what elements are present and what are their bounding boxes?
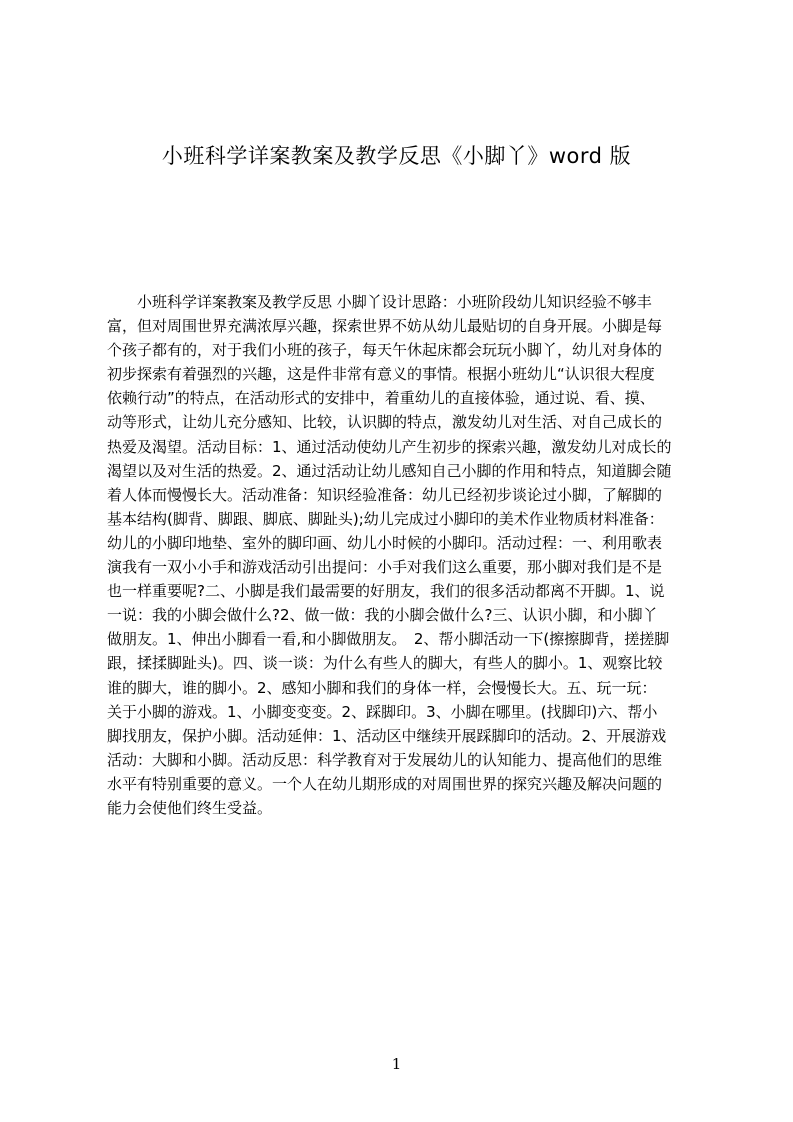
body-text-line: 初步探索有着强烈的兴趣，这是件非常有意义的事情。根据小班幼儿“认识很大程度 — [107, 365, 655, 384]
body-text-line: 一说：我的小脚会做什么?2、做一做：我的小脚会做什么?三、认识小脚，和小脚丫 — [107, 606, 658, 625]
body-text-line: 脚找朋友，保护小脚。活动延伸：1、活动区中继续开展踩脚印的活动。2、开展游戏 — [107, 726, 667, 745]
body-text-line: 渴望以及对生活的热爱。2、通过活动让幼儿感知自己小脚的作用和特点，知道脚会随 — [107, 461, 672, 480]
body-text-line: 活动：大脚和小脚。活动反思：科学教育对于发展幼儿的认知能力、提高他们的思维 — [107, 750, 663, 769]
body-text-line: 着人体而慢慢长大。活动准备：知识经验准备：幼儿已经初步谈论过小脚，了解脚的 — [107, 485, 663, 504]
body-text-line: 热爱及渴望。活动目标：1、通过活动使幼儿产生初步的探索兴趣，激发幼儿对成长的 — [107, 437, 672, 456]
body-text-line: 关于小脚的游戏。1、小脚变变变。2、踩脚印。3、小脚在哪里。(找脚印)六、帮小 — [107, 702, 658, 721]
document-title: 小班科学详案教案及教学反思《小脚丫》word 版 — [161, 144, 632, 168]
body-text-line: 富，但对周围世界充满浓厚兴趣，探索世界不妨从幼儿最贴切的自身开展。小脚是每 — [107, 317, 663, 336]
body-text-line: 水平有特别重要的意义。一个人在幼儿期形成的对周围世界的探究兴趣及解决问题的 — [107, 774, 663, 793]
body-text-line: 小班科学详案教案及教学反思 小脚丫设计思路：小班阶段幼儿知识经验不够丰 — [107, 293, 652, 311]
body-text-line: 动等形式，让幼儿充分感知、比较，认识脚的特点，激发幼儿对生活、对自己成长的 — [107, 413, 663, 432]
body-text-line: 也一样重要呢?二、小脚是我们最需要的好朋友，我们的很多活动都离不开脚。1、说 — [107, 582, 665, 601]
document-body — [107, 290, 698, 820]
body-text-line: 个孩子都有的，对于我们小班的孩子，每天午休起床都会玩玩小脚丫，幼儿对身体的 — [107, 341, 663, 360]
body-text-line: 能力会使他们终生受益。 — [107, 798, 273, 817]
page-number: 1 — [391, 1055, 402, 1073]
body-text-line: 做朋友。1、伸出小脚看一看,和小脚做朋友。 2、帮小脚活动一下(擦擦脚背，搓搓脚 — [107, 630, 670, 649]
body-text-line: 幼儿的小脚印地垫、室外的脚印画、幼儿小时候的小脚印。活动过程：一、利用歌表 — [107, 533, 663, 552]
body-text-line: 跟，揉揉脚趾头)。四、谈一谈：为什么有些人的脚大，有些人的脚小。1、观察比较 — [107, 654, 663, 673]
body-text-line: 谁的脚大，谁的脚小。2、感知小脚和我们的身体一样，会慢慢长大。五、玩一玩： — [107, 678, 657, 697]
body-text-line: 演我有一双小小手和游戏活动引出提问：小手对我们这么重要，那小脚对我们是不是 — [107, 558, 663, 577]
body-text-line: 依赖行动”的特点，在活动形式的安排中，着重幼儿的直接体验，通过说、看、摸、 — [107, 389, 655, 408]
body-text-line: 基本结构(脚背、脚跟、脚底、脚趾头);幼儿完成过小脚印的美术作业物质材料准备： — [107, 509, 664, 528]
